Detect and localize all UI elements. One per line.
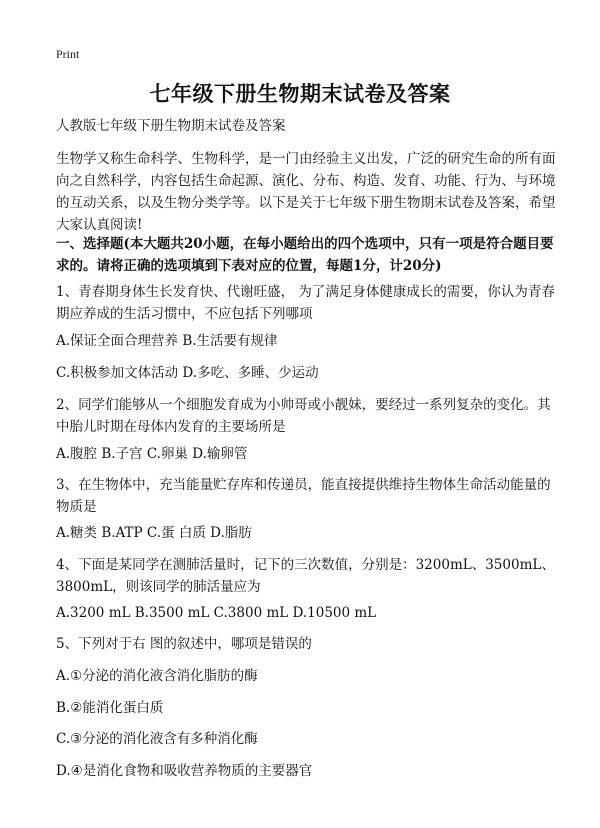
question-5-option-d: D.④是消化食物和吸收营养物质的主要器官 [56, 763, 313, 779]
question-5-option-a: A.①分泌的消化液含消化脂肪的酶 [56, 668, 258, 684]
question-1: 1、青春期身体生长发育快、代谢旺盛， 为了满足身体健康成长的需要，你认为青春期应养成的生活习惯中，不应包括下列哪项 [56, 284, 555, 322]
question-2: 2、同学们能够从一个细胞发育成为小帅哥或小靓妹，要经过一系列复杂的变化。其中胎儿时期在母体内发育的主要场所是 [56, 397, 551, 435]
question-2-options: A.腹腔 B.子宫 C.卵巢 D.输卵管 [56, 446, 248, 462]
section-heading: 一、选择题(本大题共20小题，在每小题给出的四个选项中，只有一项是符合题目要求的。请将正确的选项填到下表对应的位置，每题1分，计20分) [56, 236, 554, 274]
question-3: 3、在生物体中，充当能量贮存库和传递员，能直接提供维持生物体生命活动能量的物质是 [56, 477, 551, 515]
question-4: 4、下面是某同学在测肺活量时，记下的三次数值，分别是：3200mL、3500mL、3800mL，则该同学的肺活量应为 [56, 557, 555, 595]
question-5: 5、下列对于右 图的叙述中，哪项是错误的 [56, 636, 312, 652]
subtitle: 人教版七年级下册生物期末试卷及答案 [56, 118, 286, 134]
print-link[interactable]: Print [56, 47, 80, 61]
question-4-options: A.3200 mL B.3500 mL C.3800 mL D.10500 mL [56, 605, 377, 621]
question-5-option-b: B.②能消化蛋白质 [56, 700, 164, 716]
question-1-options-ab: A.保证全面合理营养 B.生活要有规律 [56, 333, 278, 349]
question-1-options-cd: C.积极参加文体活动 D.多吃、多睡、少运动 [56, 365, 319, 381]
intro-paragraph: 生物学又称生命科学、生物科学，是一门由经验主义出发，广泛的研究生命的所有面向之自然科学，内容包括生命起源、演化、分布、构造、发育、功能、行为、与环境的互动关系，以及生物分类学等。以下是关于七年级下册生物期末试卷及答案，希望大家认真阅读! [56, 151, 556, 233]
page-title: 七年级下册生物期末试卷及答案 [149, 81, 451, 106]
question-3-options: A.糖类 B.ATP C.蛋 白质 D.脂肪 [56, 525, 252, 541]
question-5-option-c: C.③分泌的消化液含有多种消化酶 [56, 731, 258, 747]
